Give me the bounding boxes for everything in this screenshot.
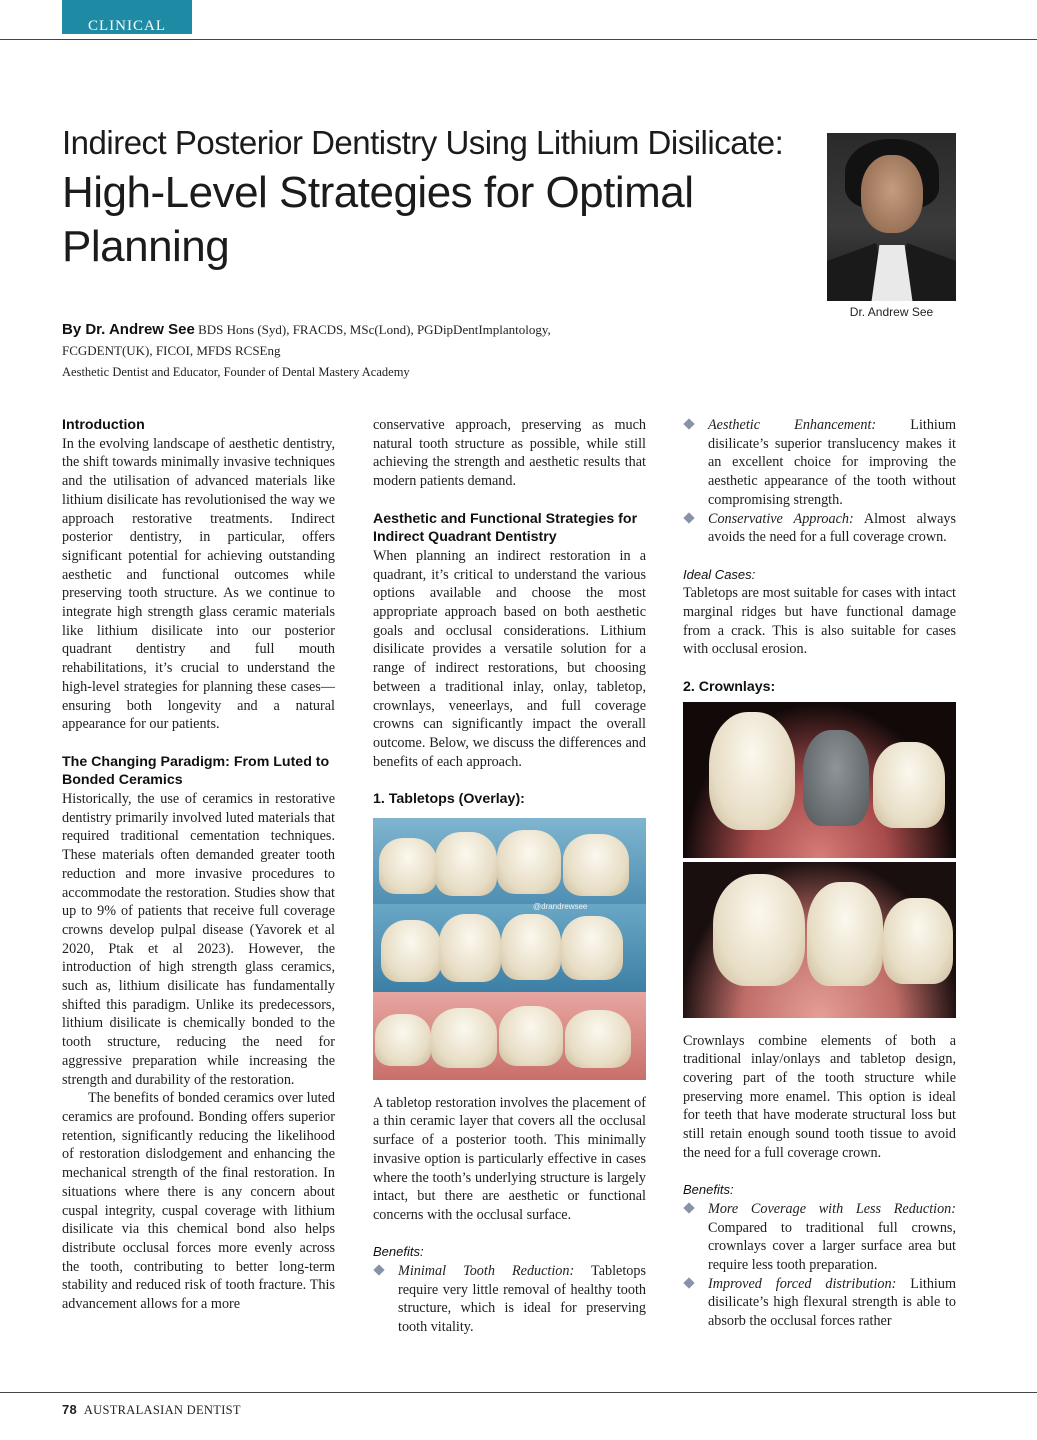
list-item xyxy=(683,510,956,547)
author-name: By Dr. Andrew See xyxy=(62,321,195,338)
author-role: Aesthetic Dentist and Educator, Founder of Dental Mastery Academy xyxy=(62,365,410,379)
author-credentials-2: FCGDENT(UK), FICOI, MFDS RCSEng xyxy=(62,343,281,358)
benefit-text: Lithium disilicate’s superior translucency makes it an excellent choice for improving the aesthetic appearance of the tooth without compromising strength. xyxy=(708,417,956,508)
strategies-heading: Aesthetic and Functional Strategies for Indirect Quadrant Dentistry xyxy=(373,510,638,546)
bottom-rule xyxy=(0,1392,1037,1393)
benefit-term: More Coverage with Less Reduction: xyxy=(708,1200,956,1217)
benefit-term: Conservative Approach: xyxy=(708,510,854,527)
continued-paragraph: conservative approach, preserving as much natural tooth structure as possible, while still achieving the strength and aesthetic results that modern patients demand. xyxy=(373,417,646,490)
tabletops-heading: 1. Tabletops (Overlay): xyxy=(373,791,525,808)
column-3 xyxy=(683,416,956,1331)
benefit-text: Lithium disilicate’s high flexural strength is able to absorb the occlusal forces rather xyxy=(708,1275,956,1330)
article-kicker: Indirect Posterior Dentistry Using Lithium Disilicate: xyxy=(62,124,784,161)
author-credentials-1: BDS Hons (Syd), FRACDS, MSc(Lond), PGDipDentImplantology, xyxy=(198,322,551,337)
ideal-cases-heading: Ideal Cases: xyxy=(683,566,756,582)
section-label: CLINICAL xyxy=(88,18,166,34)
benefit-text: Tabletops require very little removal of healthy tooth structure, which is ideal for preserving tooth vitality. xyxy=(398,1263,646,1336)
strategies-paragraph: When planning an indirect restoration in a quadrant, it’s critical to understand the various options available and choose the most appropriate approach based on both aesthetic goals and occlusal considerations. Lithium disilicate provides a versatile solution for a range of indirect restorations, but choosing between a traditional inlay, onlay, tabletop, crownlays, veneerlays, and full coverage crowns can significantly impact the overall outcome. Below, we discuss the differences and benefits of each approach. xyxy=(373,547,646,770)
bullet-diamond-icon xyxy=(683,1202,694,1213)
benefit-term: Improved forced distribution: xyxy=(708,1275,897,1292)
paradigm-paragraph-2: The benefits of bonded ceramics over luted ceramics are profound. Bonding offers superior retention, significantly reducing the likelihood of restoration dislodgement and enhancing the mechanical strength of the final restoration. In situations where there is any concern about cuspal integrity, cuspal coverage with lithium disilicate via this chemical bond also helps distribute occlusal forces more evenly across the tooth, contributing to better long-term stability and reduced risk of tooth fracture. This advancement allows for a more xyxy=(62,1090,335,1313)
page-number: 78 xyxy=(62,1402,78,1417)
column-2 xyxy=(373,416,646,1337)
author-portrait xyxy=(827,133,956,301)
section-tab xyxy=(62,0,192,34)
intro-heading: Introduction xyxy=(62,417,145,433)
crownlays-benefits-list xyxy=(683,1200,956,1331)
bullet-diamond-icon xyxy=(373,1264,384,1275)
benefit-term: Aesthetic Enhancement: xyxy=(708,417,877,433)
publication-name: AUSTRALASIAN DENTIST xyxy=(83,1403,241,1417)
list-item xyxy=(373,1262,646,1337)
tabletops-benefits-heading: Benefits: xyxy=(373,1244,424,1260)
list-item xyxy=(683,416,956,510)
intro-paragraph: In the evolving landscape of aesthetic dentistry, the shift towards minimally invasive techniques and the utilisation of advanced materials like lithium disilicate has revolutionised the way we approach restorative treatments. Indirect posterior dentistry, in particular, offers significant potential for achieving outstanding aesthetic and functional outcomes while preserving tooth structure. As we continue to integrate high strength glass ceramic materials like lithium disilicate into our posterior quadrant dentistry and full mouth rehabilitations, it’s crucial to understand the high-level strategies for planning these cases—ensuring both longevity and a natural appearance for our patients. xyxy=(62,435,335,733)
tabletops-benefits-list xyxy=(373,1262,646,1337)
portrait-caption: Dr. Andrew See xyxy=(849,305,934,319)
paradigm-paragraph-1: Historically, the use of ceramics in restorative dentistry primarily involved luted materials that required traditional cementation techniques. These materials often demanded greater tooth reduction and more invasive procedures to accommodate the restoration. Studies show that up to 9% of patients that receive full coverage crowns develop pulpal disease (Yavorek et al 2020, Ptak et al 2023). However, the introduction of high strength glass ceramics, such as, lithium disilicate has fundamentally shifted this paradigm. Unlike its predecessors, lithium disilicate is chemically bonded to the tooth structure, reducing the need for aggressive preparation while increasing the strength and durability of the restoration. xyxy=(62,791,335,1088)
article-headline: High-Level Strategies for Optimal Planning xyxy=(62,168,694,271)
crownlays-photo xyxy=(683,702,956,1018)
paradigm-heading: The Changing Paradigm: From Luted to Bonded Ceramics xyxy=(62,753,330,789)
ideal-cases-paragraph: Tabletops are most suitable for cases with intact marginal ridges but have functional damage from a crack. This is also suitable for cases with occlusal erosion. xyxy=(683,585,956,658)
list-item xyxy=(683,1200,956,1275)
crownlays-heading: 2. Crownlays: xyxy=(683,678,776,695)
bullet-diamond-icon xyxy=(683,512,694,523)
list-item xyxy=(683,1275,956,1331)
tabletops-benefits-list-continued xyxy=(683,416,956,547)
tabletops-photo xyxy=(373,818,646,1080)
photo-watermark: @drandrewsee xyxy=(533,901,588,911)
crownlays-benefits-heading: Benefits: xyxy=(683,1182,734,1198)
benefit-term: Minimal Tooth Reduction: xyxy=(398,1263,575,1280)
bullet-diamond-icon xyxy=(683,1277,694,1288)
byline xyxy=(62,319,622,383)
crownlays-paragraph: Crownlays combine elements of both a traditional inlay/onlays and tabletop design, covering part of the tooth structure while preserving more enamel. This option is ideal for teeth that have moderate structural loss but still retain enough sound tooth tissue to avoid the need for a full coverage crown. xyxy=(683,1032,956,1161)
page-footer xyxy=(62,1402,241,1418)
tabletops-paragraph: A tabletop restoration involves the placement of a thin ceramic layer that covers all the occlusal surface of a posterior tooth. This minimally invasive option is particularly effective in cases where the tooth’s underlying structure is largely intact, but there are aesthetic or functional concerns with the occlusal surface. xyxy=(373,1094,646,1223)
benefit-text: Almost always avoids the need for a full coverage crown. xyxy=(708,510,956,546)
top-rule xyxy=(0,39,1037,40)
column-1 xyxy=(62,416,335,1314)
benefit-text: Compared to traditional full crowns, crownlays cover a larger surface area but require less tooth preparation. xyxy=(708,1219,956,1273)
bullet-diamond-icon xyxy=(683,418,694,429)
